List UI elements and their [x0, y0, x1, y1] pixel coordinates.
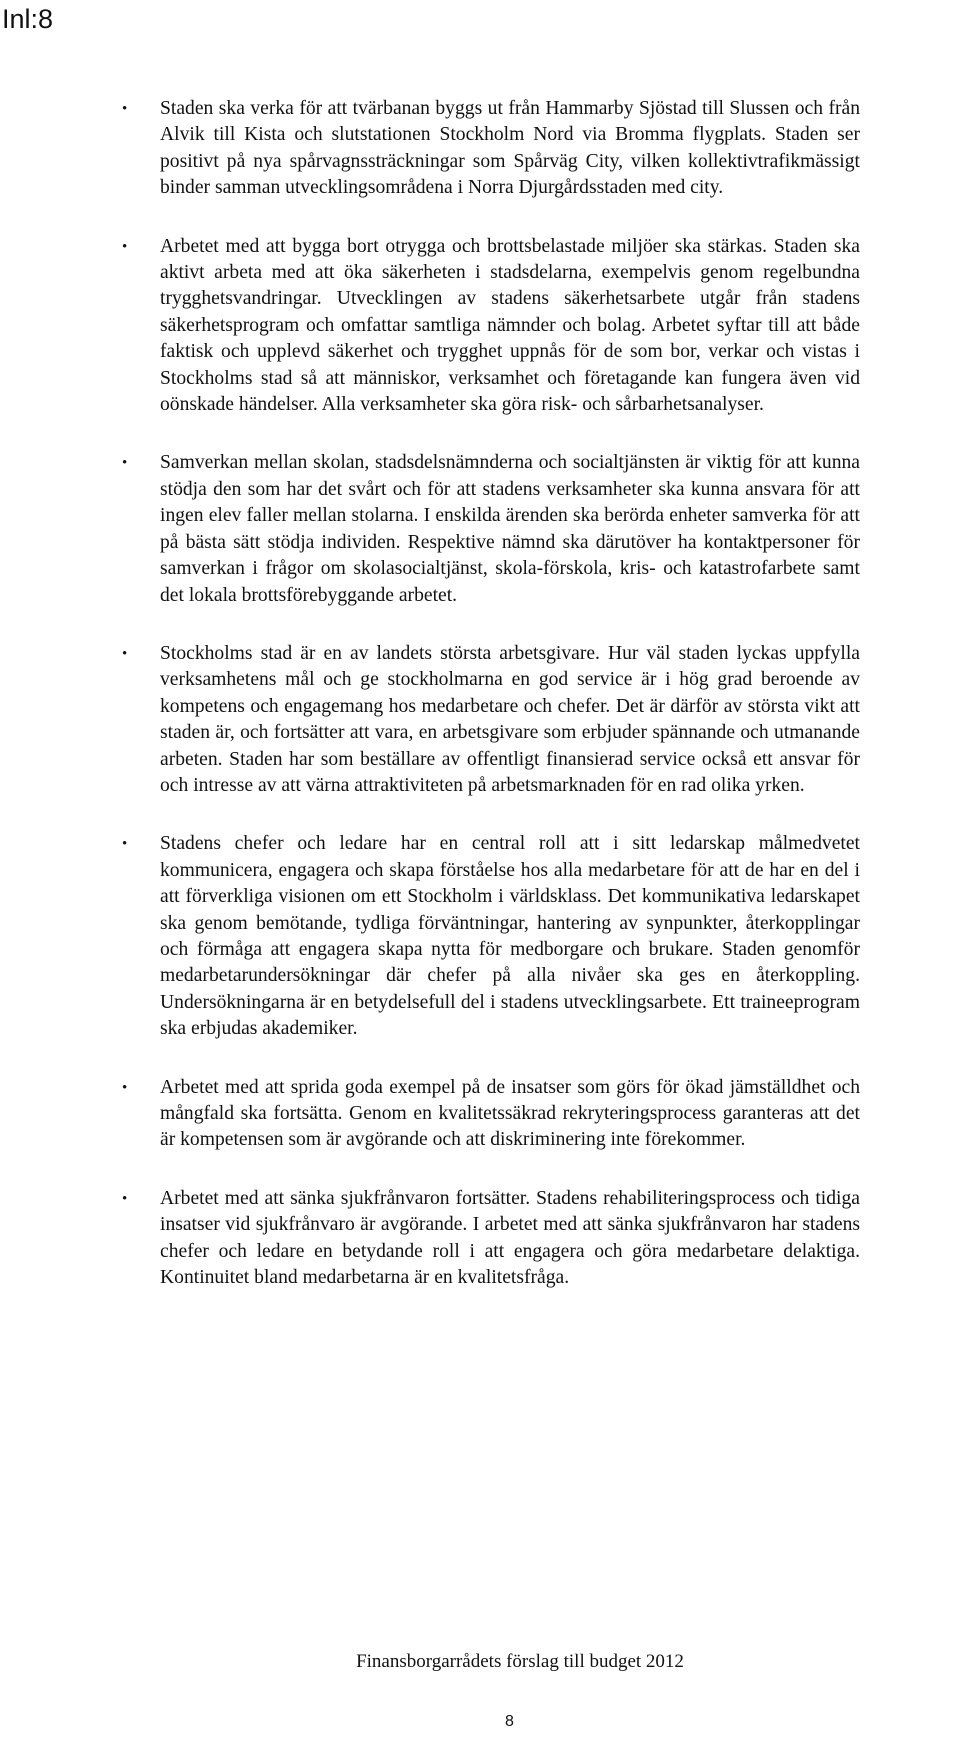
list-item	[122, 831, 860, 1042]
bullet-icon: •	[122, 1190, 128, 1207]
paragraph-text: Arbetet med att sänka sjukfrånvaron fortsätter. Stadens rehabiliteringsprocess och tidiga insatser vid sjukfrånvaro är avgörande. I arbetet med att sänka sjukfrånvaron har stadens chefer och ledare en betydande roll i att engagera och göra medarbetare delaktiga. Kontinuitet bland medarbetarna är en kvalitetsfråga.	[160, 1187, 860, 1289]
page-label: Inl:8	[2, 4, 54, 34]
list-item	[122, 450, 860, 608]
list-item	[122, 641, 860, 799]
bullet-icon: •	[122, 455, 128, 472]
paragraph-text: Stockholms stad är en av landets största arbetsgivare. Hur väl staden lyckas uppfylla verksamhetens mål och ge stockholmarna en god service är i hög grad beroende av kompetens och engagemang hos medarbetare och chefer. Det är därför av största vikt att staden är, och fortsätter att vara, en arbetsgivare som erbjuder spännande och utmanande arbeten. Staden har som beställare av offentligt finansierad service också ett ansvar för och intresse av att värna attraktiviteten på arbetsmarknaden för en rad olika yrken.	[160, 642, 860, 796]
page-number: 8	[505, 1713, 514, 1730]
paragraph-text: Arbetet med att bygga bort otrygga och brottsbelastade miljöer ska stärkas. Staden ska aktivt arbeta med att öka säkerheten i stadsdelarna, exempelvis genom regelbundna trygghetsvandringar. Utvecklingen av stadens säkerhetsarbete utgår från stadens säkerhetsprogram och omfattar samtliga nämnder och bolag. Arbetet syftar till att både faktisk och upplevd säkerhet och trygghet uppnås för de som bor, verkar och vistas i Stockholms stad så att människor, verksamhet och företagande kan fungera även vid oönskade händelser. Alla verksamheter ska göra risk- och sårbarhetsanalyser.	[160, 235, 860, 416]
list-item	[122, 1075, 860, 1154]
bullet-icon: •	[122, 238, 128, 255]
paragraph-text: Arbetet med att sprida goda exempel på de insatser som görs för ökad jämställdhet och mångfald ska fortsätta. Genom en kvalitetssäkrad rekryteringsprocess garanteras att det är kompetensen som är avgörande och att diskriminering inte förekommer.	[160, 1076, 860, 1151]
paragraph-text: Stadens chefer och ledare har en central roll att i sitt ledarskap målmedvetet kommunicera, engagera och skapa förståelse hos alla medarbetare för att de har en del i att förverkliga visionen om ett Stockholm i världsklass. Det kommunikativa ledarskapet ska genom bemötande, tydliga förväntningar, hantering av synpunkter, återkopplingar och förmåga att engagera skapa nytta för medborgare och brukare. Staden genomför medarbetarundersökningar där chefer på alla nivåer ska ges en återkoppling. Undersökningarna är en betydelsefull del i stadens utvecklingsarbete. Ett traineeprogram ska erbjudas akademiker.	[160, 833, 860, 1040]
bullet-icon: •	[122, 101, 128, 117]
bullet-list	[0, 96, 960, 1323]
list-item	[122, 96, 860, 202]
bullet-icon: •	[122, 1079, 128, 1096]
paragraph-text: Staden ska verka för att tvärbanan byggs ut från Hammarby Sjöstad till Slussen och från Alvik till Kista och slutstationen Stockholm Nord via Bromma flygplats. Staden ser positivt på nya spårvagnssträckningar som Spårväg City, vilken kollektivtrafikmässigt binder samman utvecklingsområdena i Norra Djurgårdsstaden med city.	[160, 98, 860, 199]
footer-title: Finansborgarrådets förslag till budget 2012	[356, 1651, 684, 1672]
list-item	[122, 1186, 860, 1292]
bullet-icon: •	[122, 645, 128, 662]
bullet-icon: •	[122, 836, 128, 853]
paragraph-text: Samverkan mellan skolan, stadsdelsnämnderna och socialtjänsten är viktig för att kunna stödja den som har det svårt och för att stadens verksamheter ska kunna ansvara för att ingen elev faller mellan stolarna. I enskilda ärenden ska berörda enheter samverka för att på bästa sätt stödja individen. Respektive nämnd ska därutöver ha kontaktpersoner för samverkan i frågor om skolasocialtjänst, skola-förskola, kris- och katastrofarbete samt det lokala brottsförebyggande arbetet.	[160, 452, 860, 606]
list-item	[122, 234, 860, 419]
